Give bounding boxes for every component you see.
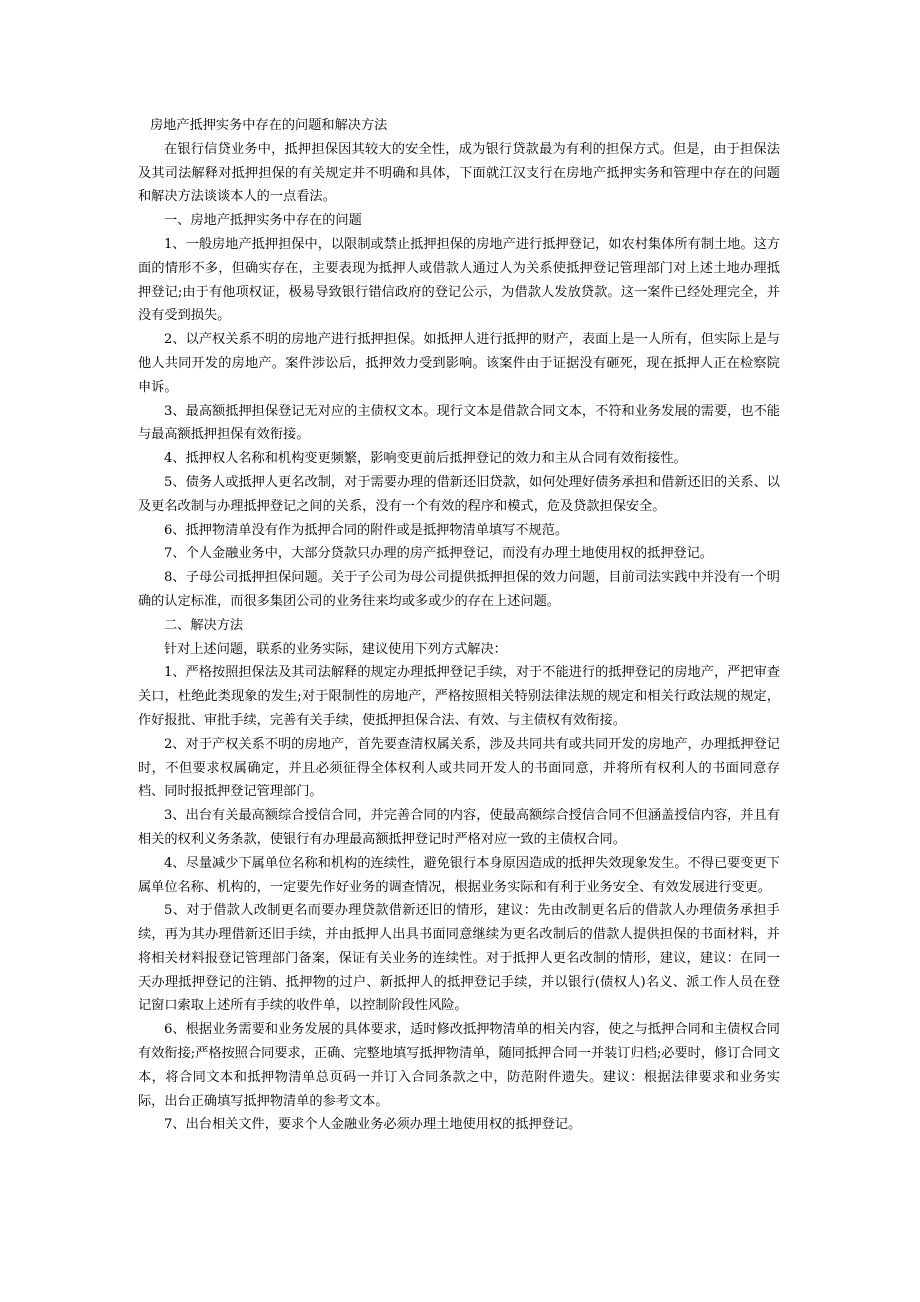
solution-item-2: 2、对于产权关系不明的房地产，首先要查清权属关系，涉及共同共有或共同开发的房地产，办理抵押登记时，不但要求权属确定，并且必须征得全体权利人或共同开发人的书面同意，并将所有权利人的书面同意存档、同时报抵押登记管理部门。 <box>138 736 780 800</box>
problem-item-6: 6、抵押物清单没有作为抵押合同的附件或是抵押物清单填写不规范。 <box>164 522 569 538</box>
solutions-intro: 针对上述问题，联系的业务实际，建议使用下列方式解决： <box>164 641 507 657</box>
solution-item-5: 5、对于借款人改制更名而要办理贷款借新还旧的情形，建议：先由改制更名后的借款人办理债务承担手续，再为其办理借新还旧手续，并由抵押人出具书面同意继续为更名改制后的借款人提供担保的书面材料，并将相关材料报登记管理部门备案，保证有关业务的连续性。对于抵押人更名改制的情形，建议，建议：在同一天办理抵押登记的注销、抵押物的过户、新抵押人的抵押登记手续，并以银行(债权人)名义、派工作人员在登记窗口索取上述所有手续的收件单，以控制阶段性风险。 <box>138 903 780 1014</box>
intro-paragraph: 在银行信贷业务中，抵押担保因其较大的安全性，成为银行贷款最为有利的担保方式。但是，由于担保法及其司法解释对抵押担保的有关规定并不明确和具体，下面就江汉支行在房地产抵押实务和管理中存在的问题和解决方法谈谈本人的一点看法。 <box>138 141 780 205</box>
section-heading-solutions: 二、解决方法 <box>164 617 244 633</box>
problem-item-5: 5、债务人或抵押人更名改制，对于需要办理的借新还旧贷款，如何处理好债务承担和借新还旧的关系、以及更名改制与办理抵押登记之间的关系，没有一个有效的程序和模式，危及贷款担保安全。 <box>138 474 780 514</box>
problem-item-3: 3、最高额抵押担保登记无对应的主债权文本。现行文本是借款合同文本，不符和业务发展的需要，也不能与最高额抵押担保有效衔接。 <box>138 403 780 443</box>
solution-item-7: 7、出台相关文件，要求个人金融业务必须办理土地使用权的抵押登记。 <box>164 1117 582 1133</box>
problem-item-2: 2、以产权关系不明的房地产进行抵押担保。如抵押人进行抵押的财产，表面上是一人所有，但实际上是与他人共同开发的房地产。案件涉讼后，抵押效力受到影响。该案件由于证据没有砸死，现在抵押人正在检察院申诉。 <box>138 332 780 395</box>
solution-item-3: 3、出台有关最高额综合授信合同，并完善合同的内容，使最高额综合授信合同不但涵盖授信内容，并且有相关的权利义务条款，使银行有办理最高额抵押登记时严格对应一致的主债权合同。 <box>138 808 780 847</box>
solution-item-6: 6、根据业务需要和业务发展的具体要求，适时修改抵押物清单的相关内容，使之与抵押合同和主债权合同有效衔接;严格按照合同要求，正确、完整地填写抵押物清单，随同抵押合同一并装订归档;必要时，修订合同文本，将合同文本和抵押物清单总页码一并订入合同条款之中，防范附件遗失。建议：根据法律要求和业务实际，出台正确填写抵押物清单的参考文本。 <box>138 1022 780 1109</box>
solution-item-1: 1、严格按照担保法及其司法解释的规定办理抵押登记手续，对于不能进行的抵押登记的房地产，严把审查关口，杜绝此类现象的发生;对于限制性的房地产，严格按照相关特别法律法规的规定和相关行政法规的规定，作好报批、审批手续，完善有关手续，使抵押担保合法、有效、与主债权有效衔接。 <box>138 665 780 728</box>
problem-item-8: 8、子母公司抵押担保问题。关于子公司为母公司提供抵押担保的效力问题，目前司法实践中并没有一个明确的认定标准，而很多集团公司的业务往来均或多或少的存在上述问题。 <box>138 570 780 609</box>
problem-item-7: 7、个人金融业务中，大部分贷款只办理的房产抵押登记，而没有办理土地使用权的抵押登记。 <box>164 546 714 562</box>
document-title: 房地产抵押实务中存在的问题和解决方法 <box>150 118 388 133</box>
problem-item-4: 4、抵押权人名称和机构变更频繁，影响变更前后抵押登记的效力和主从合同有效衔接性。 <box>164 451 687 467</box>
section-heading-problems: 一、房地产抵押实务中存在的问题 <box>164 213 362 229</box>
document-page <box>138 114 780 1137</box>
problem-item-1: 1、一般房地产抵押担保中，以限制或禁止抵押担保的房地产进行抵押登记，如农村集体所有制土地。这方面的情形不多，但确实存在，主要表现为抵押人或借款人通过人为关系使抵押登记管理部门对上述土地办理抵押登记;由于有他项权证，极易导致银行错信政府的登记公示，为借款人发放贷款。这一案件已经处理完全，并没有受到损失。 <box>138 236 780 324</box>
solution-item-4: 4、尽量减少下属单位名称和机构的连续性，避免银行本身原因造成的抵押失效现象发生。不得已要变更下属单位名称、机构的，一定要先作好业务的调查情况，根据业务实际和有利于业务安全、有效发展进行变更。 <box>138 855 780 895</box>
